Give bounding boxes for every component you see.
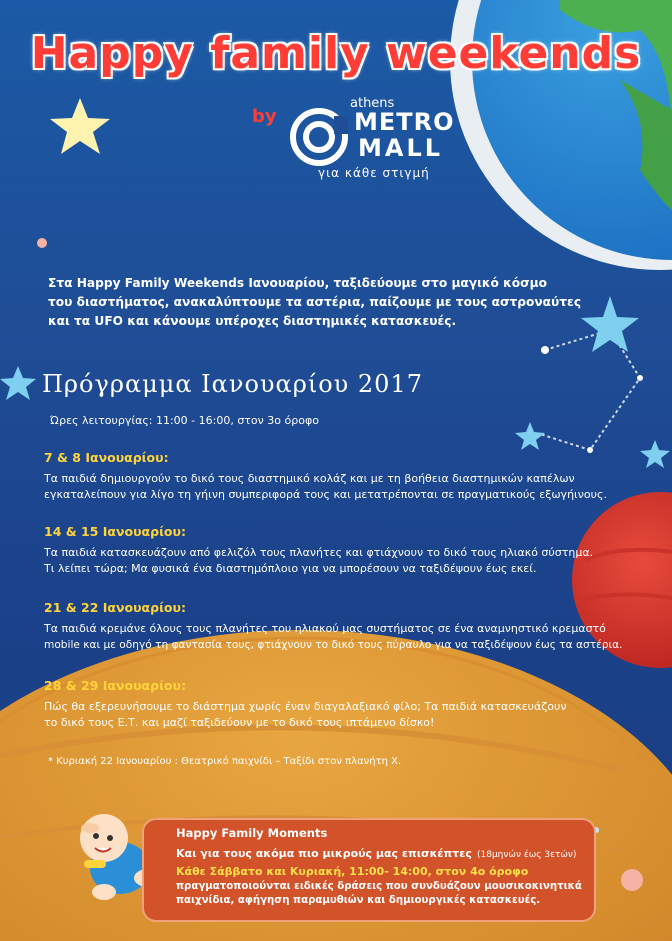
- day-block: [44, 678, 664, 731]
- star-icon: [50, 98, 110, 154]
- metro-mall-logo-icon: [290, 108, 348, 170]
- day-line: mobile και με οδηγό τη φαντασία τους, φτιάχνουν το δικό τους πύραυλο για να ταξιδέψουν έως τα αστέρια.: [44, 639, 623, 651]
- day-line: Τα παιδιά κρεμάνε όλους τους πλανήτες του ηλιακού μας συστήματος σε ένα αναμνηστικό κρεμαστό: [44, 622, 606, 635]
- moments-box: [142, 818, 596, 922]
- intro-line: Στα Happy Family Weekends Ιανουαρίου, ταξιδεύουμε στο μαγικό κόσμο: [48, 276, 547, 290]
- logo-city: athens: [350, 96, 395, 111]
- moments-schedule: Κάθε Σάββατο και Κυριακή, 11:00- 14:00, στον 4ο όροφο: [176, 865, 529, 878]
- program-title: Πρόγραμμα Ιανουαρίου 2017: [42, 370, 423, 398]
- intro-line: του διαστήματος, ανακαλύπτουμε τα αστέρια, παίζουμε με τους αστροναύτες: [48, 295, 582, 309]
- day-date: 21 & 22 Ιανουαρίου:: [44, 600, 186, 615]
- page-title: Happy family weekends: [30, 28, 642, 79]
- day-line: το δικό τους Ε.Τ. και μαζί ταξιδεύουν με το δικό τους ιπτάμενο δίσκο!: [44, 716, 435, 729]
- day-line: Πώς θα εξερευνήσουμε το διάστημα χωρίς έναν διαγαλαξιακό φίλο; Τα παιδιά κατασκευάζουν: [44, 700, 567, 713]
- day-block: [44, 450, 664, 503]
- logo-slogan: για κάθε στιγμή: [318, 166, 430, 180]
- moments-subtitle: Και για τους ακόμα πιο μικρούς μας επισκέπτες: [176, 847, 472, 860]
- day-block: [44, 600, 668, 653]
- program-note: * Κυριακή 22 Ιανουαρίου : Θεατρικό παιχνίδι – Ταξίδι στον πλανήτη Χ.: [48, 756, 402, 767]
- logo-metro: METRO: [354, 108, 455, 136]
- moments-desc: παιχνίδια, αφήγηση παραμυθιών και δημιουργικές κατασκευές.: [176, 895, 541, 906]
- day-line: Τα παιδιά δημιουργούν το δικό τους διαστημικό κολάζ και με τη βοήθεια διαστημικών καπέλων: [44, 472, 575, 485]
- moments-desc: πραγματοποιούνται ειδικές δράσεις που συνδυάζουν μουσικοκινητικά: [176, 881, 582, 892]
- star-icon: [0, 366, 36, 400]
- day-date: 14 & 15 Ιανουαρίου:: [44, 524, 186, 539]
- day-line: Τα παιδιά κατασκευάζουν από φελιζόλ τους πλανήτες και φτιάχνουν το δικό τους ηλιακό σύστημα.: [44, 546, 594, 559]
- day-date: 28 & 29 Ιανουαρίου:: [44, 678, 186, 693]
- day-line: εγκαταλείπουν για λίγο τη γήινη συμπεριφορά τους και μετατρέπονται σε πραγματικούς εξωγήινους.: [44, 488, 607, 501]
- program-hours: Ώρες λειτουργίας: 11:00 - 16:00, στον 3ο όροφο: [50, 414, 319, 427]
- moments-ages: (18μηνών έως 3ετών): [476, 850, 577, 860]
- intro-line: και τα UFO και κάνουμε υπέροχες διαστημικές κατασκευές.: [48, 314, 457, 328]
- moments-title: Happy Family Moments: [176, 826, 328, 840]
- logo-mall: MALL: [358, 134, 444, 162]
- by-label: by: [252, 106, 277, 127]
- day-line: Τι λείπει τώρα; Μα φυσικά ένα διαστημόπλοιο για να μπορέσουν να ταξιδέψουν έως εκεί.: [44, 562, 537, 575]
- day-block: [44, 524, 664, 577]
- day-date: 7 & 8 Ιανουαρίου:: [44, 450, 169, 465]
- intro-text: [48, 274, 608, 331]
